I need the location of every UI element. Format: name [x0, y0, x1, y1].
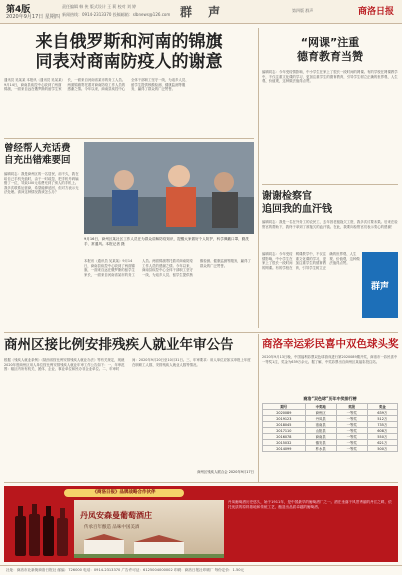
table-cell: 2017110: [263, 428, 306, 434]
divider: [4, 332, 398, 333]
page-header: [0, 0, 402, 24]
photo-illustration: [84, 142, 254, 234]
article-two-headline-line1: 曾经帮人充话费: [4, 143, 71, 154]
section-title: 群 声: [180, 5, 227, 19]
article-two-headline-line2: 自充出错难要回: [4, 155, 71, 166]
right-mid-article: [262, 190, 398, 216]
lottery-body: 2020年9月13日晚，中国福利彩票双色球游戏进行第2020089期开奖，商洛市一彩民喜中一等奖1注，奖金为639万余元。据了解，中奖彩票出自商州区某福彩投注站。: [262, 355, 398, 364]
table-cell: 512万: [367, 416, 397, 422]
table-cell: 一等奖: [336, 416, 367, 422]
table-cell: 2020089: [263, 410, 306, 416]
table-cell: 商南县: [305, 434, 336, 440]
table-cell: 639万: [367, 410, 397, 416]
editor-line: 责任编辑 韩 侠 版式设计 王 莉 校对 刘 婷: [62, 4, 137, 9]
page-number: 第4版: [6, 5, 31, 15]
right-mid-headline-line1: 谢谢检察官: [262, 191, 312, 202]
table-cell: 2016078: [263, 434, 306, 440]
table-cell: 一等奖: [336, 428, 367, 434]
right-top-headline-line2: 德育教育当赞: [297, 50, 363, 63]
table-cell: 一等奖: [336, 446, 367, 452]
table-cell: 550万: [367, 434, 397, 440]
divider: [262, 184, 398, 185]
table-cell: 镇安县: [305, 440, 336, 446]
right-mid-body-columns: 编辑同志：今年受疫情影响，中小学生在家上了很长一段时间的网课。有的学校在网课教学中，不仅注重文化课的学习，更加注重学生的德育教育，引导学生树立正确的世界观、人生观、价值观，这种做法值得点赞。: [262, 252, 360, 270]
winery-image: [74, 500, 224, 558]
lottery-rank-table: [262, 403, 398, 452]
table-header: 期号: [263, 404, 306, 410]
table-cell: 柞水县: [305, 446, 336, 452]
column-divider: [258, 334, 259, 482]
table-cell: 一等奖: [336, 434, 367, 440]
table-cell: 2018045: [263, 422, 306, 428]
contact-line: 新闻热线：0914-2313370 投稿邮箱：slbnews@126.com: [62, 12, 171, 17]
ad-banner: 《商洛日报》品牌战略合作伙伴: [64, 489, 184, 497]
main-headline-line2: 同表对商南防疫人的谢意: [35, 52, 223, 72]
table-cell: 商州区: [305, 410, 336, 416]
right-top-headline-line1: “网课”注重: [300, 36, 360, 49]
qunsheng-badge: 群声: [362, 252, 398, 318]
table-row: [263, 446, 398, 452]
table-cell: 一等奖: [336, 422, 367, 428]
photo-article-body: 本报讯（通讯员 吴某某）9月14日，商南县疾控中心收到了两面锦旗，一面来自远在俄罗斯的留学生家长，一面来自河南省某市的务工人员。两面锦旗寄托着对商南防疫工作人员的感谢之情。今年以来，商南县疾控中心全体干部职工坚守一线，为返乡人员、留学生提供核酸检测、健康监测等服务，赢得了群众的广泛赞誉。: [84, 259, 251, 277]
main-article-body: [4, 78, 254, 134]
table-header: 奖级: [336, 404, 367, 410]
divider: [4, 482, 398, 483]
lottery-headline: 商洛幸运彩民喜中双色球头奖: [262, 338, 399, 350]
ad-slogan: 传承百年酿造 品味中国美酒: [84, 525, 140, 530]
article-two-body: 编辑同志：我是商州区的一名居民，前不久，我在给自己手机充值时，由于一时疏忽，把手机号码输错了一位，导致100元话费充到了别人的手机上。我多次联系运营商，希望能够追回，但对方表示无法处理。请问这种情况我该怎么办？: [4, 172, 79, 195]
table-cell: 2014099: [263, 446, 306, 452]
notice-headline: 商州区接比例安排残疾人就业年审公告: [4, 337, 234, 353]
table-cell: 500万: [367, 446, 397, 452]
right-mid-headline-line2: 追回我的血汗钱: [262, 204, 332, 215]
right-top-body: 编辑同志：今年受疫情影响，中小学生在家上了很长一段时间的网课。有的学校在网课教学中，不仅注重文化课的学习，更加注重学生的德育教育，引导学生树立正确的世界观、人生观、价值观，这种做法值得点赞。: [262, 70, 398, 84]
main-article: [4, 32, 254, 72]
column-divider: [258, 28, 259, 328]
right-top-article: [262, 36, 398, 64]
table-header: 中奖地: [305, 404, 336, 410]
table-cell: 洛南县: [305, 422, 336, 428]
main-article-text: 本报讯（通讯员 吴某某）9月14日，商南县疾控中心收到了两面锦旗，一面来自远在俄罗斯的留学生家长，一面来自河南省某市的务工人员。两面锦旗寄托着对商南防疫工作人员的感谢之情。今年以来，商南县疾控中心全体干部职工坚守一线，为返乡人员、留学生提供核酸检测、健康监测等服务，赢得了群众的广泛赞誉。: [4, 78, 189, 92]
lottery-table-title: 商洛“双色球”历年中奖排行榜: [303, 396, 357, 401]
table-cell: 608万: [367, 428, 397, 434]
table-cell: 2015032: [263, 440, 306, 446]
main-headline-line1: 来自俄罗斯和河南的锦旗: [35, 32, 223, 52]
table-cell: 735万: [367, 422, 397, 428]
page-footer: 社址：商洛市北新街商洛日报社 邮编：726000 电话：0914-2313370 广告许可证：6125004000002 印刷：商洛日报社印刷厂 每份定价：1.50元: [0, 565, 402, 575]
table-cell: 621万: [367, 440, 397, 446]
news-photo: [84, 142, 254, 234]
main-article-author: 通讯员 吴某某: [4, 78, 26, 82]
issue-date: 2020年9月17日 星期四: [6, 14, 60, 20]
table-cell: 2019123: [263, 416, 306, 422]
table-cell: 一等奖: [336, 410, 367, 416]
right-mid-body: 编辑同志：我是一名在外务工的农民工，去年因老板拖欠工资，我多次讨要未果。后来在检察官的帮助下，我终于拿到了被拖欠的血汗钱。在此，我要向检察官们表示衷心的感谢！: [262, 220, 398, 229]
photo-caption: 9月16日，商州区某社区工作人员在为群众讲解防疫知识，提醒大家做好个人防护，科学佩戴口罩，勤洗手、常通风。本报记者 摄: [84, 237, 249, 246]
lottery-table: [262, 396, 398, 452]
notice-footer: 商州区残疾人联合会 2020年9月17日: [197, 470, 254, 474]
divider: [4, 138, 254, 139]
notice-body: 根据《残疾人就业条例》《陕西省按比例安排残疾人就业办法》等有关规定，现就2020年度商州区用人单位按比例安排残疾人就业年审工作公告如下：一、年审范围：辖区内所有机关、团体、企业、事业单位和民办非企业单位。二、年审时间：2020年9月20日至10月31日。三、年审要求：用人单位应如实申报上年度在职职工人数、安排残疾人就业人数等情况。: [4, 358, 251, 372]
section-page-label: 第四版 群声: [292, 8, 314, 13]
newspaper-logo: 商洛日报: [357, 7, 394, 17]
wine-bottles-image: [10, 502, 70, 558]
article-two: [4, 143, 80, 167]
ad-brand: 丹凤安森曼葡萄酒庄: [80, 510, 152, 520]
ad-body: 丹凤葡萄酒历史悠久，始于1911年，是中国最早的葡萄酒厂之一。酒庄坐落于风景秀丽的丹江之畔，依托优质的原料基地和传统工艺，酿造出品质卓越的葡萄酒。: [228, 500, 392, 509]
table-cell: 丹凤县: [305, 416, 336, 422]
table-cell: 一等奖: [336, 440, 367, 446]
table-header: 奖金: [367, 404, 397, 410]
wine-advertisement: [4, 486, 398, 562]
table-cell: 山阳县: [305, 428, 336, 434]
